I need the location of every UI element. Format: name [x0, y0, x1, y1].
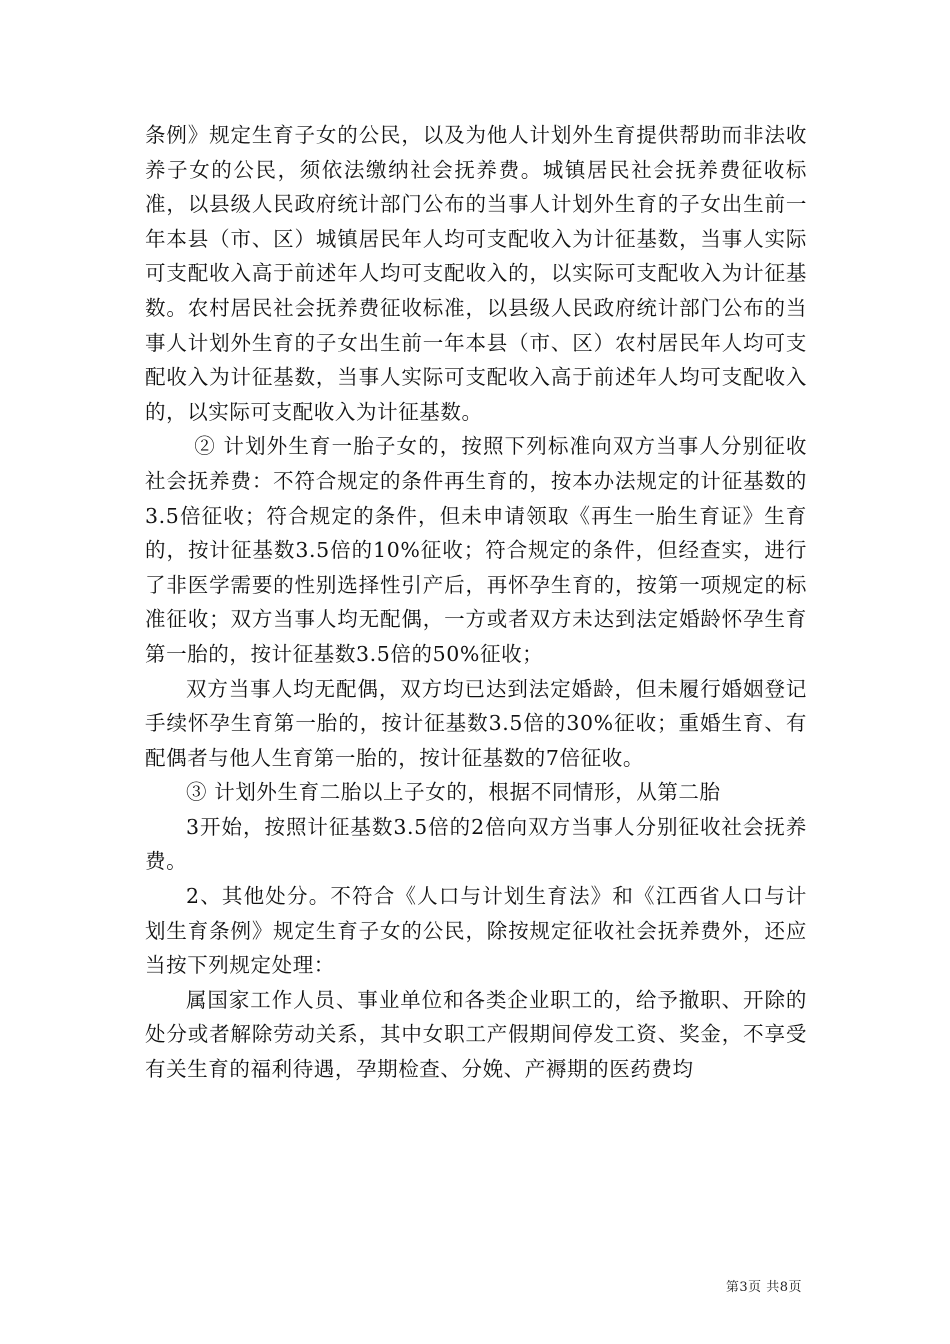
paragraph-2: ② 计划外生育一胎子女的，按照下列标准向双方当事人分别征收社会抚养费：不符合规定的条件再生育的，按本办法规定的计征基数的3.5倍征收；符合规定的条件，但未申请领取《再生一胎生育证》生育的，按计征基数3.5倍的10%征收；符合规定的条件，但经查实，进行了非医学需要的性别选择性引产后，再怀孕生育的，按第一项规定的标准征收；双方当事人均无配偶，一方或者双方未达到法定婚龄怀孕生育第一胎的，按计征基数3.5倍的50%征收； [145, 434, 807, 666]
paragraph-5: 3开始，按照计征基数3.5倍的2倍向双方当事人分别征收社会抚养费。 [145, 814, 807, 874]
document-body [145, 118, 807, 1087]
page-number: 第3页 共8页 [725, 1280, 802, 1295]
paragraph-4: ③ 计划外生育二胎以上子女的，根据不同情形，从第二胎 [186, 780, 721, 805]
paragraph-3: 双方当事人均无配偶，双方均已达到法定婚龄，但未履行婚姻登记手续怀孕生育第一胎的，按计征基数3.5倍的30%征收；重婚生育、有配偶者与他人生育第一胎的，按计征基数的7倍征收。 [145, 676, 807, 770]
paragraph-6: 2、其他处分。不符合《人口与计划生育法》和《江西省人口与计划生育条例》规定生育子女的公民，除按规定征收社会抚养费外，还应当按下列规定处理： [145, 884, 807, 978]
paragraph-7: 属国家工作人员、事业单位和各类企业职工的，给予撤职、开除的处分或者解除劳动关系，其中女职工产假期间停发工资、奖金，不享受有关生育的福利待遇，孕期检查、分娩、产褥期的医药费均 [145, 987, 807, 1082]
paragraph-1: 条例》规定生育子女的公民，以及为他人计划外生育提供帮助而非法收养子女的公民，须依法缴纳社会抚养费。城镇居民社会抚养费征收标准，以县级人民政府统计部门公布的当事人计划外生育的子女出生前一年本县（市、区）城镇居民年人均可支配收入为计征基数，当事人实际可支配收入高于前述年人均可支配收入的，以实际可支配收入为计征基数。农村居民社会抚养费征收标准，以县级人民政府统计部门公布的当事人计划外生育的子女出生前一年本县（市、区）农村居民年人均可支配收入为计征基数，当事人实际可支配收入高于前述年人均可支配收入的，以实际可支配收入为计征基数。 [145, 123, 807, 424]
